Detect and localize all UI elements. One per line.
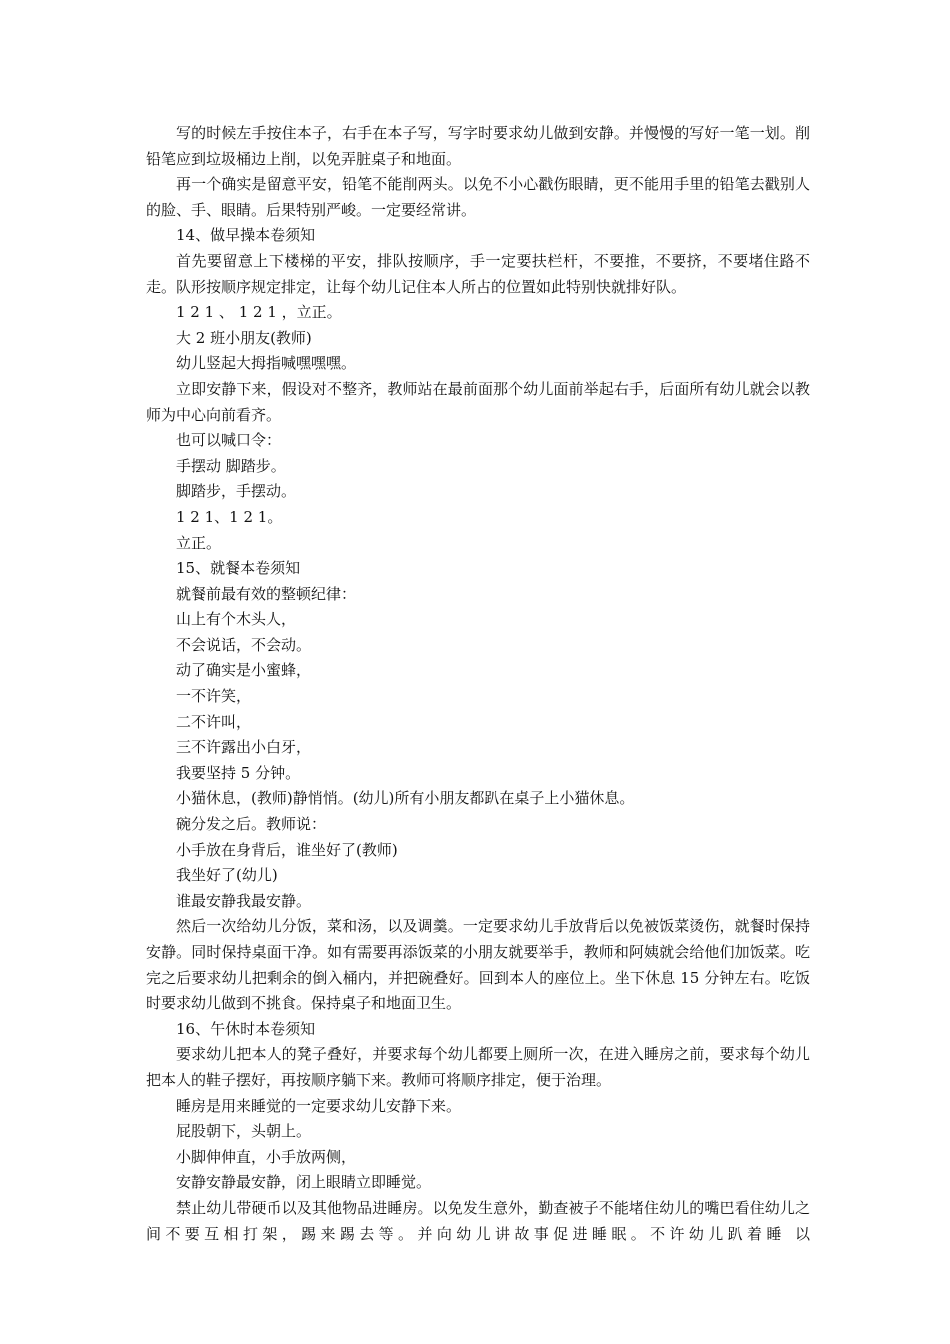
chant-line: 幼儿竖起大拇指喊嘿嘿嘿。 xyxy=(176,354,357,373)
chant-line: 三不许露出小白牙， xyxy=(176,738,312,757)
chant-line: 小脚伸伸直，小手放两侧， xyxy=(176,1147,357,1166)
chant-line: 1 2 1 、 1 2 1 ，立正。 xyxy=(176,303,342,322)
paragraph-writing-posture: 写的时候左手按住本子，右手在本子写，写字时要求幼儿做到安静。并慢慢的写好一笔一划。削铅笔应到垃圾桶边上削，以免弄脏桌子和地面。 xyxy=(146,124,810,168)
chant-line: 立正。 xyxy=(176,533,222,552)
chant-line: 小猫休息，(教师)静悄悄。(幼儿)所有小朋友都趴在桌子上小猫休息。 xyxy=(176,789,635,808)
chant-line: 大 2 班小朋友(教师) xyxy=(176,328,312,347)
chant-line: 1 2 1、1 2 1。 xyxy=(176,507,283,526)
paragraph-nap-preparation: 要求幼儿把本人的凳子叠好，并要求每个幼儿都要上厕所一次，在进入睡房之前，要求每个幼儿把本人的鞋子摆好，再按顺序躺下来。教师可将顺序排定，便于治理。 xyxy=(146,1045,810,1089)
chant-line: 就餐前最有效的整顿纪律： xyxy=(176,584,357,603)
chant-line: 屁股朝下，头朝上。 xyxy=(176,1122,312,1141)
section-heading-morning-exercise: 14、做早操本卷须知 xyxy=(176,226,316,245)
section-heading-dining: 15、就餐本卷须知 xyxy=(176,559,301,578)
chant-line: 我坐好了(幼儿) xyxy=(176,866,278,885)
document-page xyxy=(146,121,810,1247)
chant-line: 碗分发之后。教师说： xyxy=(176,815,327,834)
chant-line: 一不许笑， xyxy=(176,687,252,706)
paragraph-pencil-safety: 再一个确实是留意平安，铅笔不能削两头。以免不小心戳伤眼睛，更不能用手里的铅笔去戳别人的脸、手、眼睛。后果特别严峻。一定要经常讲。 xyxy=(146,175,810,219)
chant-line: 我要坚持 5 分钟。 xyxy=(176,763,301,782)
chant-line: 动了确实是小蜜蜂， xyxy=(176,661,312,680)
chant-line: 谁最安静我最安静。 xyxy=(176,891,312,910)
chant-line: 安静安静最安静，闭上眼睛立即睡觉。 xyxy=(176,1173,432,1192)
paragraph-meal-serving: 然后一次给幼儿分饭，菜和汤，以及调羹。一定要求幼儿手放背后以免被饭菜烫伤，就餐时保持安静。同时保持桌面干净。如有需要再添饭菜的小朋友就要举手，教师和阿姨就会给他们加饭菜。吃完之后要求幼儿把剩余的倒入桶内，并把碗叠好。回到本人的座位上。坐下休息 15 分钟左右。吃饭时要求幼儿做到不挑食。保持桌子和地面卫生。 xyxy=(146,917,810,1013)
paragraph-line-up: 立即安静下来，假设对不整齐，教师站在最前面那个幼儿面前举起右手，后面所有幼儿就会以教师为中心向前看齐。 xyxy=(146,379,810,424)
paragraph-nap-safety: 禁止幼儿带硬币以及其他物品进睡房。以免发生意外，勤查被子不能堵住幼儿的嘴巴看住幼儿之间不要互相打架，踢来踢去等。并向幼儿讲故事促进睡眠。不许幼儿趴着睡 以 xyxy=(146,1198,810,1243)
chant-line: 小手放在身背后，谁坐好了(教师) xyxy=(176,840,398,859)
chant-line: 也可以喊口令： xyxy=(176,431,282,450)
chant-line: 脚踏步，手摆动。 xyxy=(176,482,297,501)
chant-line: 不会说话，不会动。 xyxy=(176,635,312,654)
chant-line: 睡房是用来睡觉的一定要求幼儿安静下来。 xyxy=(176,1096,462,1115)
paragraph-stairs-safety: 首先要留意上下楼梯的平安，排队按顺序，手一定要扶栏杆，不要推，不要挤，不要堵住路不走。队形按顺序规定排定，让每个幼儿记住本人所占的位置如此特别快就排好队。 xyxy=(146,251,810,296)
chant-line: 手摆动 脚踏步。 xyxy=(176,456,286,475)
chant-line: 二不许叫， xyxy=(176,712,252,731)
section-heading-nap-time: 16、午休时本卷须知 xyxy=(176,1019,316,1038)
chant-line: 山上有个木头人， xyxy=(176,610,297,629)
